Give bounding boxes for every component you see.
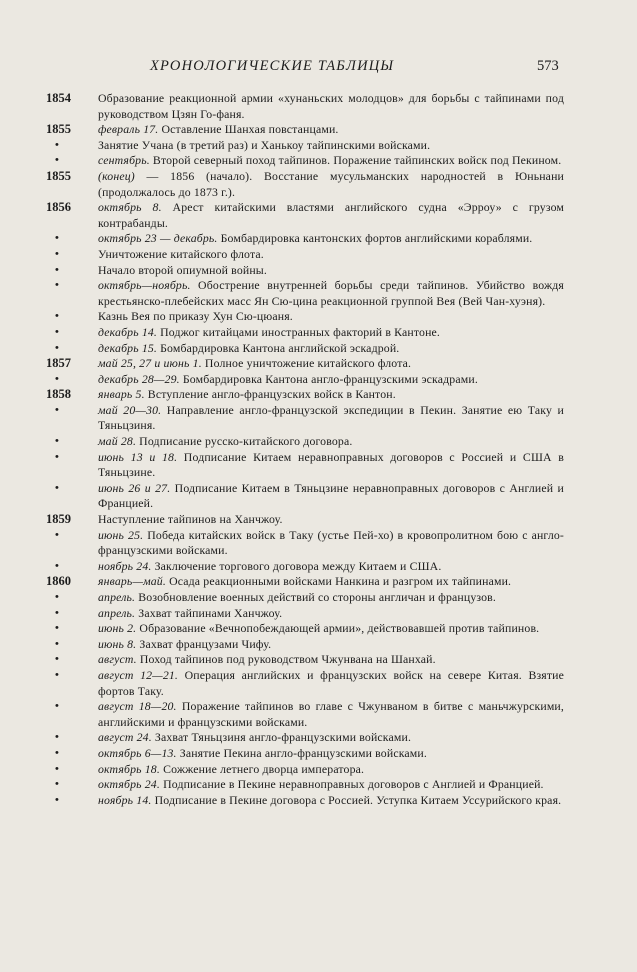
entry-text: Подписание русско-китайского договора. — [136, 434, 353, 449]
ditto-mark: • — [55, 793, 59, 806]
chronology-entry — [0, 746, 637, 762]
entry-date: январь 5. — [98, 387, 145, 402]
ditto-mark: • — [55, 622, 59, 635]
entry-text: Занятие Пекина англо-французскими войсками. — [176, 745, 427, 760]
entry-body — [98, 590, 564, 606]
page-number: 573 — [537, 58, 559, 74]
chronology-entry — [0, 481, 637, 512]
entry-date: май 28. — [98, 434, 137, 449]
ditto-mark: • — [55, 263, 59, 276]
entry-year: 1859 — [46, 512, 71, 527]
entry-date: январь—май. — [98, 574, 166, 589]
entry-text: Поход тайпинов под руководством Чжунвана на Шанхай. — [136, 652, 436, 667]
chronology-entry — [0, 91, 637, 122]
entry-date: октябрь 6—13. — [98, 745, 177, 760]
entry-year: 1860 — [46, 574, 71, 589]
entry-body — [98, 730, 564, 746]
ditto-mark: • — [55, 778, 59, 791]
entry-date: апрель. — [98, 605, 136, 620]
entry-body — [98, 559, 564, 575]
entry-body — [98, 278, 564, 309]
ditto-mark: • — [55, 138, 59, 151]
entry-date: декабрь 28—29. — [98, 371, 180, 386]
entry-text: Полное уничтожение китайского флота. — [201, 356, 412, 371]
ditto-mark: • — [55, 154, 59, 167]
entry-date: сентябрь. — [98, 153, 150, 168]
entry-text: Бомбардировка кантонских фортов английскими кораблями. — [217, 231, 533, 246]
ditto-mark: • — [55, 653, 59, 666]
chronology-entry — [0, 777, 637, 793]
entry-body — [98, 777, 564, 793]
entry-year: 1855 — [46, 122, 71, 137]
entry-text: Арест китайскими властями английского судна «Эрроу» с грузом контрабанды. — [98, 200, 565, 230]
entry-date: июнь 26 и 27. — [98, 480, 171, 495]
chronology-entry — [0, 699, 637, 730]
entry-body — [98, 481, 564, 512]
chronology-entry — [0, 200, 637, 231]
chronology-entry — [0, 138, 637, 154]
ditto-mark: • — [55, 450, 59, 463]
entry-date: август 24. — [98, 730, 152, 745]
ditto-mark: • — [55, 310, 59, 323]
entry-text: Казнь Вея по приказу Хун Сю-цюаня. — [98, 309, 293, 324]
chronology-entry — [0, 762, 637, 778]
chronology-entry — [0, 122, 637, 138]
entry-body — [98, 528, 564, 559]
chronology-entry — [0, 730, 637, 746]
entry-text: Поджог китайцами иностранных факторий в Кантоне. — [157, 324, 441, 339]
chronology-entry — [0, 153, 637, 169]
ditto-mark: • — [55, 481, 59, 494]
entry-body — [98, 247, 564, 263]
entry-text: Обострение внутренней борьбы среди тайпинов. Убийство вождя крестьянско-плебейских масс Ян Сю-цина реакционной группой Вея (Вей Чан-хуэня). — [98, 278, 564, 308]
entry-year: 1854 — [46, 91, 71, 105]
entry-body — [98, 122, 564, 138]
ditto-mark: • — [55, 591, 59, 603]
running-title: ХРОНОЛОГИЧЕСКИЕ ТАБЛИЦЫ — [150, 58, 395, 74]
entry-text: Начало второй опиумной войны. — [98, 262, 267, 277]
entry-date: июнь 13 и 18. — [98, 449, 178, 464]
entry-date: ноябрь 14. — [98, 792, 152, 807]
entry-date: август 18—20. — [98, 699, 177, 714]
chronology-entry — [0, 309, 637, 325]
entry-body — [98, 621, 564, 637]
chronology-entry — [0, 372, 637, 388]
entry-date: октябрь—ноябрь. — [98, 278, 191, 293]
entry-text: — 1856 (начало). Восстание мусульманских народностей в Юньнани (продолжалось до 1873 г.). — [98, 168, 564, 199]
entry-date: август. — [98, 652, 137, 667]
entry-date: октябрь 18. — [98, 761, 160, 776]
entry-body — [98, 309, 564, 325]
entry-body — [98, 637, 564, 653]
chronology-list — [0, 91, 637, 808]
chronology-entry — [0, 325, 637, 341]
entry-text: Оставление Шанхая повстанцами. — [158, 122, 339, 137]
ditto-mark: • — [55, 528, 59, 541]
chronology-entry — [0, 574, 637, 590]
ditto-mark: • — [55, 762, 59, 775]
entry-body — [98, 231, 564, 247]
entry-date: июнь 25. — [98, 527, 144, 542]
entry-date: май 20—30. — [98, 402, 162, 417]
entry-year: 1857 — [46, 356, 71, 371]
entry-text: Образование «Вечнопобеждающей армии», действовавшей против тайпинов. — [136, 621, 540, 636]
chronology-entry — [0, 621, 637, 637]
chronology-entry — [0, 356, 637, 372]
entry-text: Наступление тайпинов на Ханчжоу. — [98, 512, 283, 527]
entry-body — [98, 512, 564, 528]
entry-date: ноябрь 24. — [98, 558, 152, 573]
entry-text: Подписание в Пекине договора с Россией. Уступка Китаем Уссурийского края. — [151, 792, 562, 807]
chronology-entry — [0, 247, 637, 263]
entry-text: Поражение тайпинов во главе с Чжунваном в битве с маньчжурскими, английскими и французскими войсками. — [98, 699, 564, 729]
entry-year: 1855 — [46, 168, 71, 183]
entry-body — [98, 762, 564, 778]
entry-date: октябрь 8. — [98, 200, 162, 215]
chronology-entry — [0, 450, 637, 481]
chronology-entry — [0, 387, 637, 403]
entry-text: Уничтожение китайского флота. — [98, 246, 264, 261]
entry-text: Подписание Китаем в Тяньцзине неравноправных договоров с Англией и Францией. — [98, 480, 564, 511]
entry-body — [98, 325, 564, 341]
ditto-mark: • — [55, 232, 59, 245]
entry-body — [98, 403, 564, 434]
entry-text: Бомбардировка Кантона английской эскадрой. — [157, 340, 400, 355]
ditto-mark: • — [55, 403, 59, 416]
entry-text: Победа китайских войск в Таку (устье Пей-хо) в кровопролитном бою с англо-французскими войсками. — [98, 527, 564, 558]
entry-date: октябрь 24. — [98, 777, 160, 792]
chronology-entry — [0, 341, 637, 357]
entry-text: Занятие Учана (в третий раз) и Ханькоу тайпинскими войсками. — [98, 137, 431, 152]
entry-body — [98, 263, 564, 279]
ditto-mark: • — [55, 279, 59, 292]
entry-date: июнь 2. — [98, 621, 137, 636]
ditto-mark: • — [55, 746, 59, 759]
entry-body — [98, 341, 564, 357]
entry-body — [98, 387, 564, 403]
entry-text: Вступление англо-французских войск в Кантон. — [144, 387, 396, 402]
chronology-entry — [0, 652, 637, 668]
chronology-entry — [0, 793, 637, 809]
entry-date: февраль 17. — [98, 122, 159, 137]
entry-date: июнь 8. — [98, 636, 137, 651]
ditto-mark: • — [55, 325, 59, 338]
entry-body — [98, 153, 564, 169]
ditto-mark: • — [55, 668, 59, 681]
entry-text: Захват французами Чифу. — [136, 636, 272, 651]
chronology-entry — [0, 668, 637, 699]
chronology-entry — [0, 434, 637, 450]
entry-body — [98, 450, 564, 481]
entry-body — [98, 372, 564, 388]
entry-body — [98, 356, 564, 372]
entry-date: август 12—21. — [98, 667, 179, 682]
entry-body — [98, 652, 564, 668]
entry-body — [98, 138, 564, 154]
entry-body — [98, 434, 564, 450]
chronology-entry — [0, 559, 637, 575]
entry-date: декабрь 14. — [98, 324, 158, 339]
ditto-mark: • — [55, 731, 59, 744]
chronology-entry — [0, 637, 637, 653]
chronology-entry — [0, 169, 637, 200]
ditto-mark: • — [55, 700, 59, 713]
entry-text: Направление англо-французской экспедиции в Пекин. Занятие ею Таку и Тяньцзиня. — [98, 402, 564, 433]
entry-body — [98, 606, 564, 622]
entry-year: 1858 — [46, 387, 71, 402]
page-header — [0, 58, 637, 82]
entry-year: 1856 — [46, 200, 71, 215]
entry-text: Заключение торгового договора между Китаем и США. — [151, 558, 442, 573]
ditto-mark: • — [55, 606, 59, 619]
entry-date: (конец) — [98, 168, 135, 183]
entry-text: Захват тайпинами Ханчжоу. — [135, 605, 283, 620]
chronology-entry — [0, 512, 637, 528]
entry-text: Операция английских и французских войск на севере Китая. Взятие фортов Таку. — [98, 667, 564, 698]
entry-body — [98, 793, 564, 809]
ditto-mark: • — [55, 341, 59, 354]
entry-body — [98, 668, 564, 699]
entry-text: Возобновление военных действий со стороны англичан и французов. — [135, 590, 496, 604]
chronology-entry — [0, 606, 637, 622]
entry-body — [98, 169, 564, 200]
entry-text: Второй северный поход тайпинов. Поражение тайпинских войск под Пекином. — [149, 153, 562, 168]
ditto-mark: • — [55, 372, 59, 385]
entry-text: Сожжение летнего дворца императора. — [159, 761, 365, 776]
entry-body — [98, 746, 564, 762]
entry-text: Подписание в Пекине неравноправных договоров с Англией и Францией. — [159, 777, 544, 792]
chronology-entry — [0, 278, 637, 309]
ditto-mark: • — [55, 435, 59, 448]
entry-body — [98, 91, 564, 122]
entry-date: октябрь 23 — декабрь. — [98, 231, 218, 246]
ditto-mark: • — [55, 247, 59, 260]
entry-text: Подписание Китаем неравноправных договоров с Россией и США в Тяньцзине. — [98, 449, 564, 480]
entry-text: Бомбардировка Кантона англо-французскими эскадрами. — [179, 371, 478, 386]
entry-date: май 25, 27 и июнь 1. — [98, 356, 202, 371]
chronology-entry — [0, 231, 637, 247]
chronology-entry — [0, 403, 637, 434]
entry-text: Захват Тяньцзиня англо-французскими войсками. — [151, 730, 412, 745]
entry-body — [98, 574, 564, 590]
entry-date: апрель. — [98, 590, 136, 604]
chronology-entry — [0, 590, 637, 606]
entry-body — [98, 699, 564, 730]
entry-date: декабрь 15. — [98, 340, 158, 355]
entry-text: Образование реакционной армии «хунаньских молодцов» для борьбы с тайпинами под руководством Цзян Го-фаня. — [98, 91, 564, 121]
entry-text: Осада реакционными войсками Нанкина и разгром их тайпинами. — [165, 574, 512, 589]
chronology-entry — [0, 528, 637, 559]
entry-body — [98, 200, 564, 231]
chronology-entry — [0, 263, 637, 279]
ditto-mark: • — [55, 637, 59, 650]
ditto-mark: • — [55, 559, 59, 572]
